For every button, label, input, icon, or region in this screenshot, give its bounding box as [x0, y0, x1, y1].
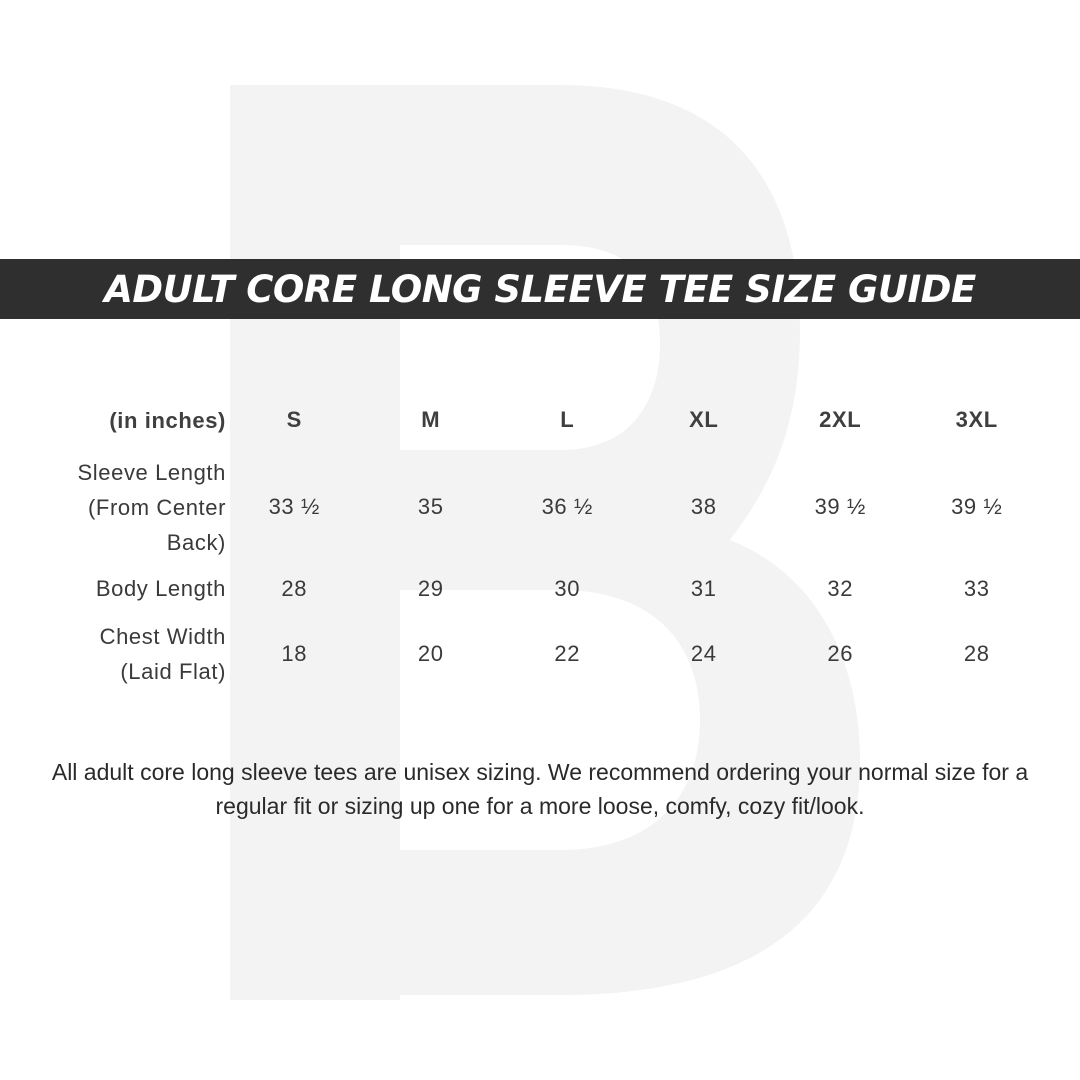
table-row-sleeve-length — [40, 443, 1045, 571]
table-cell: 32 — [827, 575, 854, 601]
table-cell: 24 — [690, 641, 717, 666]
table-cell: 28 — [281, 575, 308, 601]
size-header-xl: XL — [689, 407, 719, 432]
sizing-note: All adult core long sleeve tees are unisex sizing. We recommend ordering your normal size for a regular fit or sizing up one for a more loose, comfy, cozy fit/look. — [51, 759, 1029, 819]
table-cell: 39 ½ — [951, 494, 1003, 519]
table-cell: 30 — [554, 575, 581, 601]
table-cell: 35 — [417, 494, 444, 519]
row-label-body-length: Body Length — [95, 576, 226, 601]
size-header-l: L — [560, 407, 575, 432]
title-banner — [0, 259, 1080, 319]
table-cell: 31 — [690, 575, 717, 601]
unit-header: (in inches) — [109, 407, 226, 433]
table-cell: 29 — [417, 575, 444, 601]
table-cell: 28 — [963, 641, 990, 666]
row-label-chest-width: Chest Width (Laid Flat) — [99, 624, 226, 684]
table-cell: 38 — [690, 494, 717, 519]
table-cell: 26 — [827, 641, 854, 666]
table-cell: 36 ½ — [541, 494, 593, 519]
table-cell: 20 — [417, 641, 444, 666]
size-header-s: S — [286, 407, 302, 432]
table-cell: 33 — [963, 575, 990, 601]
size-header-2xl: 2XL — [819, 407, 862, 432]
size-chart-table — [40, 397, 1045, 702]
table-cell: 33 ½ — [268, 494, 320, 519]
table-row-body-length — [40, 571, 1045, 606]
table-cell: 18 — [281, 641, 308, 666]
page-title: ADULT CORE LONG SLEEVE TEE SIZE GUIDE — [104, 267, 976, 311]
table-cell: 22 — [554, 641, 581, 666]
size-header-m: M — [421, 407, 441, 432]
row-label-sleeve-length: Sleeve Length (From Center Back) — [77, 459, 226, 555]
table-cell: 39 ½ — [814, 494, 866, 519]
table-row-chest-width — [40, 606, 1045, 702]
size-header-row — [40, 397, 1045, 443]
size-header-3xl: 3XL — [955, 407, 998, 432]
